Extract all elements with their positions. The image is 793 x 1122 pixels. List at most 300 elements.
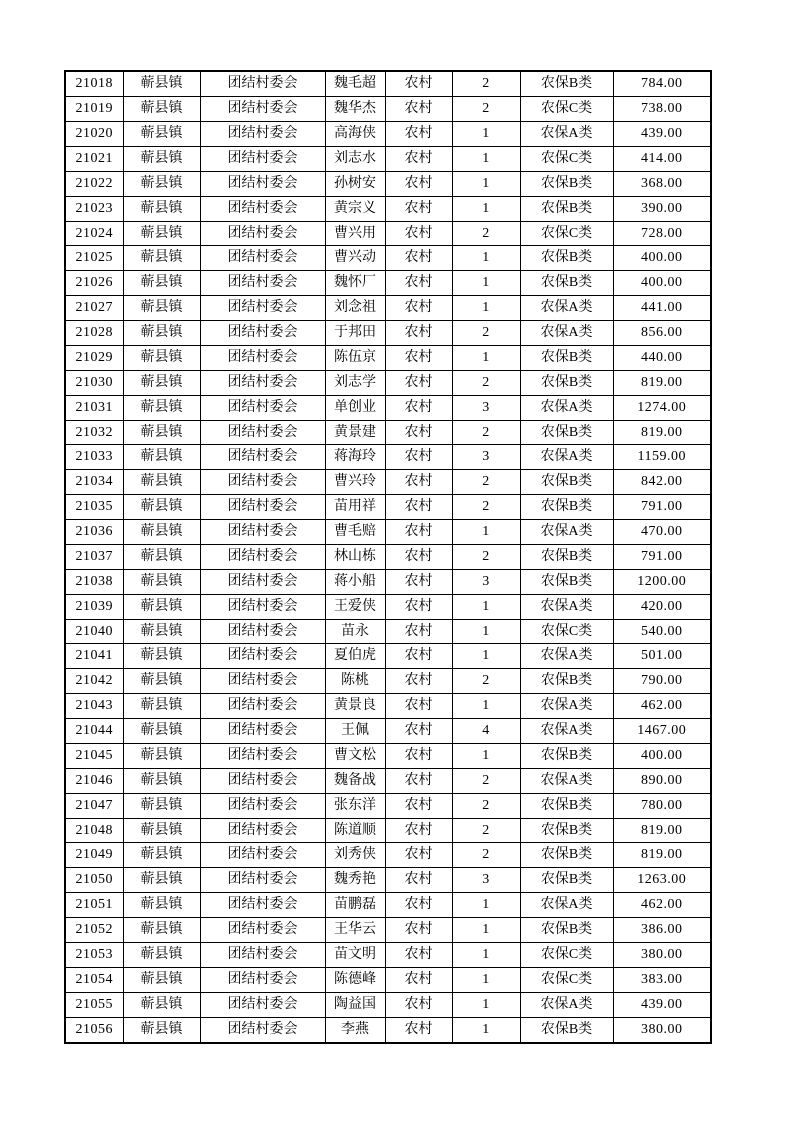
village-committee-cell: 团结村委会: [200, 470, 325, 495]
insurance-class-cell: 农保C类: [520, 97, 613, 122]
amount-cell: 1274.00: [613, 395, 711, 420]
residence-type-cell: 农村: [385, 420, 452, 445]
table-row: [65, 345, 711, 370]
amount-cell: 440.00: [613, 345, 711, 370]
village-committee-cell: 团结村委会: [200, 918, 325, 943]
person-name-cell: 单创业: [325, 395, 385, 420]
insurance-class-cell: 农保B类: [520, 71, 613, 97]
residence-type-cell: 农村: [385, 719, 452, 744]
village-committee-cell: 团结村委会: [200, 893, 325, 918]
town-cell: 蕲县镇: [123, 345, 200, 370]
village-committee-cell: 团结村委会: [200, 271, 325, 296]
record-id-cell: 21054: [65, 967, 123, 992]
person-name-cell: 夏伯虎: [325, 644, 385, 669]
amount-cell: 780.00: [613, 793, 711, 818]
insurance-class-cell: 农保B类: [520, 868, 613, 893]
amount-cell: 380.00: [613, 1017, 711, 1043]
insurance-class-cell: 农保A类: [520, 445, 613, 470]
person-count-cell: 1: [452, 893, 520, 918]
town-cell: 蕲县镇: [123, 171, 200, 196]
residence-type-cell: 农村: [385, 594, 452, 619]
residence-type-cell: 农村: [385, 71, 452, 97]
village-committee-cell: 团结村委会: [200, 1017, 325, 1043]
village-committee-cell: 团结村委会: [200, 71, 325, 97]
person-count-cell: 3: [452, 395, 520, 420]
record-id-cell: 21034: [65, 470, 123, 495]
person-count-cell: 1: [452, 644, 520, 669]
table-row: [65, 296, 711, 321]
record-id-cell: 21042: [65, 669, 123, 694]
insurance-class-cell: 农保B类: [520, 1017, 613, 1043]
record-id-cell: 21048: [65, 818, 123, 843]
person-count-cell: 2: [452, 495, 520, 520]
town-cell: 蕲县镇: [123, 893, 200, 918]
village-committee-cell: 团结村委会: [200, 644, 325, 669]
village-committee-cell: 团结村委会: [200, 843, 325, 868]
table-row: [65, 470, 711, 495]
amount-cell: 1263.00: [613, 868, 711, 893]
residence-type-cell: 农村: [385, 246, 452, 271]
person-count-cell: 1: [452, 246, 520, 271]
town-cell: 蕲县镇: [123, 942, 200, 967]
person-name-cell: 曹兴动: [325, 246, 385, 271]
amount-cell: 462.00: [613, 694, 711, 719]
village-committee-cell: 团结村委会: [200, 743, 325, 768]
person-name-cell: 魏华杰: [325, 97, 385, 122]
record-id-cell: 21051: [65, 893, 123, 918]
table-row: [65, 196, 711, 221]
record-id-cell: 21036: [65, 520, 123, 545]
table-row: [65, 495, 711, 520]
amount-cell: 383.00: [613, 967, 711, 992]
amount-cell: 890.00: [613, 768, 711, 793]
table-row: [65, 171, 711, 196]
residence-type-cell: 农村: [385, 296, 452, 321]
village-committee-cell: 团结村委会: [200, 171, 325, 196]
person-count-cell: 1: [452, 1017, 520, 1043]
amount-cell: 470.00: [613, 520, 711, 545]
town-cell: 蕲县镇: [123, 694, 200, 719]
village-committee-cell: 团结村委会: [200, 296, 325, 321]
table-row: [65, 768, 711, 793]
amount-cell: 439.00: [613, 122, 711, 147]
town-cell: 蕲县镇: [123, 97, 200, 122]
amount-cell: 439.00: [613, 992, 711, 1017]
person-name-cell: 魏备战: [325, 768, 385, 793]
person-name-cell: 陈道顺: [325, 818, 385, 843]
table-row: [65, 71, 711, 97]
amount-cell: 390.00: [613, 196, 711, 221]
insurance-class-cell: 农保B类: [520, 171, 613, 196]
residence-type-cell: 农村: [385, 520, 452, 545]
person-count-cell: 3: [452, 868, 520, 893]
insurance-class-cell: 农保B类: [520, 470, 613, 495]
person-name-cell: 蒋小船: [325, 569, 385, 594]
village-committee-cell: 团结村委会: [200, 793, 325, 818]
residence-type-cell: 农村: [385, 271, 452, 296]
person-count-cell: 2: [452, 818, 520, 843]
person-name-cell: 黄宗义: [325, 196, 385, 221]
town-cell: 蕲县镇: [123, 619, 200, 644]
town-cell: 蕲县镇: [123, 743, 200, 768]
town-cell: 蕲县镇: [123, 146, 200, 171]
person-name-cell: 苗用祥: [325, 495, 385, 520]
record-id-cell: 21030: [65, 370, 123, 395]
insurance-class-cell: 农保A类: [520, 395, 613, 420]
insurance-class-cell: 农保B类: [520, 793, 613, 818]
record-id-cell: 21038: [65, 569, 123, 594]
person-count-cell: 1: [452, 967, 520, 992]
table-row: [65, 395, 711, 420]
village-committee-cell: 团结村委会: [200, 345, 325, 370]
record-id-cell: 21055: [65, 992, 123, 1017]
record-id-cell: 21029: [65, 345, 123, 370]
amount-cell: 540.00: [613, 619, 711, 644]
residence-type-cell: 农村: [385, 370, 452, 395]
amount-cell: 400.00: [613, 271, 711, 296]
record-id-cell: 21050: [65, 868, 123, 893]
village-committee-cell: 团结村委会: [200, 395, 325, 420]
record-id-cell: 21041: [65, 644, 123, 669]
amount-cell: 1467.00: [613, 719, 711, 744]
residence-type-cell: 农村: [385, 644, 452, 669]
town-cell: 蕲县镇: [123, 719, 200, 744]
person-name-cell: 陶益国: [325, 992, 385, 1017]
amount-cell: 790.00: [613, 669, 711, 694]
insurance-class-cell: 农保C类: [520, 942, 613, 967]
record-id-cell: 21031: [65, 395, 123, 420]
person-count-cell: 4: [452, 719, 520, 744]
insurance-class-cell: 农保B类: [520, 569, 613, 594]
residence-type-cell: 农村: [385, 942, 452, 967]
table-row: [65, 918, 711, 943]
record-id-cell: 21037: [65, 544, 123, 569]
residence-type-cell: 农村: [385, 992, 452, 1017]
person-count-cell: 1: [452, 694, 520, 719]
record-id-cell: 21025: [65, 246, 123, 271]
town-cell: 蕲县镇: [123, 196, 200, 221]
insurance-class-cell: 农保C类: [520, 967, 613, 992]
record-id-cell: 21046: [65, 768, 123, 793]
village-committee-cell: 团结村委会: [200, 569, 325, 594]
person-name-cell: 陈伍京: [325, 345, 385, 370]
record-id-cell: 21044: [65, 719, 123, 744]
amount-cell: 414.00: [613, 146, 711, 171]
town-cell: 蕲县镇: [123, 544, 200, 569]
village-committee-cell: 团结村委会: [200, 495, 325, 520]
insurance-class-cell: 农保A类: [520, 719, 613, 744]
amount-cell: 400.00: [613, 743, 711, 768]
table-row: [65, 221, 711, 246]
village-committee-cell: 团结村委会: [200, 768, 325, 793]
person-count-cell: 1: [452, 296, 520, 321]
town-cell: 蕲县镇: [123, 569, 200, 594]
village-committee-cell: 团结村委会: [200, 445, 325, 470]
record-id-cell: 21033: [65, 445, 123, 470]
amount-cell: 1159.00: [613, 445, 711, 470]
insurance-class-cell: 农保B类: [520, 420, 613, 445]
town-cell: 蕲县镇: [123, 793, 200, 818]
residence-type-cell: 农村: [385, 967, 452, 992]
table-row: [65, 420, 711, 445]
residence-type-cell: 农村: [385, 918, 452, 943]
record-id-cell: 21022: [65, 171, 123, 196]
person-count-cell: 2: [452, 71, 520, 97]
amount-cell: 728.00: [613, 221, 711, 246]
person-count-cell: 1: [452, 619, 520, 644]
town-cell: 蕲县镇: [123, 1017, 200, 1043]
amount-cell: 856.00: [613, 321, 711, 346]
residence-type-cell: 农村: [385, 694, 452, 719]
residence-type-cell: 农村: [385, 619, 452, 644]
residence-type-cell: 农村: [385, 793, 452, 818]
record-id-cell: 21035: [65, 495, 123, 520]
village-committee-cell: 团结村委会: [200, 221, 325, 246]
residence-type-cell: 农村: [385, 122, 452, 147]
person-count-cell: 2: [452, 669, 520, 694]
table-row: [65, 1017, 711, 1043]
village-committee-cell: 团结村委会: [200, 321, 325, 346]
person-count-cell: 1: [452, 271, 520, 296]
amount-cell: 380.00: [613, 942, 711, 967]
table-row: [65, 719, 711, 744]
residence-type-cell: 农村: [385, 569, 452, 594]
person-count-cell: 1: [452, 594, 520, 619]
village-committee-cell: 团结村委会: [200, 669, 325, 694]
insurance-class-cell: 农保C类: [520, 221, 613, 246]
record-id-cell: 21045: [65, 743, 123, 768]
record-id-cell: 21020: [65, 122, 123, 147]
person-count-cell: 2: [452, 470, 520, 495]
person-name-cell: 陈桃: [325, 669, 385, 694]
person-count-cell: 3: [452, 569, 520, 594]
person-count-cell: 1: [452, 345, 520, 370]
residence-type-cell: 农村: [385, 843, 452, 868]
amount-cell: 819.00: [613, 370, 711, 395]
insurance-class-cell: 农保A类: [520, 520, 613, 545]
table-row: [65, 669, 711, 694]
insurance-class-cell: 农保B类: [520, 246, 613, 271]
amount-cell: 791.00: [613, 495, 711, 520]
town-cell: 蕲县镇: [123, 868, 200, 893]
amount-cell: 386.00: [613, 918, 711, 943]
village-committee-cell: 团结村委会: [200, 122, 325, 147]
person-name-cell: 高海侠: [325, 122, 385, 147]
insurance-class-cell: 农保C类: [520, 146, 613, 171]
record-id-cell: 21019: [65, 97, 123, 122]
town-cell: 蕲县镇: [123, 967, 200, 992]
town-cell: 蕲县镇: [123, 843, 200, 868]
person-name-cell: 曹文松: [325, 743, 385, 768]
town-cell: 蕲县镇: [123, 370, 200, 395]
insurance-class-cell: 农保B类: [520, 271, 613, 296]
amount-cell: 1200.00: [613, 569, 711, 594]
record-id-cell: 21026: [65, 271, 123, 296]
insurance-class-cell: 农保B类: [520, 669, 613, 694]
town-cell: 蕲县镇: [123, 420, 200, 445]
village-committee-cell: 团结村委会: [200, 246, 325, 271]
village-committee-cell: 团结村委会: [200, 544, 325, 569]
person-name-cell: 蒋海玲: [325, 445, 385, 470]
table-row: [65, 942, 711, 967]
town-cell: 蕲县镇: [123, 644, 200, 669]
table-row: [65, 271, 711, 296]
insurance-class-cell: 农保A类: [520, 694, 613, 719]
residence-type-cell: 农村: [385, 321, 452, 346]
person-name-cell: 王佩: [325, 719, 385, 744]
record-id-cell: 21047: [65, 793, 123, 818]
person-count-cell: 1: [452, 196, 520, 221]
table-row: [65, 619, 711, 644]
record-id-cell: 21023: [65, 196, 123, 221]
person-count-cell: 2: [452, 420, 520, 445]
record-id-cell: 21018: [65, 71, 123, 97]
amount-cell: 400.00: [613, 246, 711, 271]
town-cell: 蕲县镇: [123, 395, 200, 420]
person-count-cell: 1: [452, 171, 520, 196]
residence-type-cell: 农村: [385, 395, 452, 420]
village-committee-cell: 团结村委会: [200, 967, 325, 992]
table-row: [65, 544, 711, 569]
table-row: [65, 569, 711, 594]
village-committee-cell: 团结村委会: [200, 619, 325, 644]
town-cell: 蕲县镇: [123, 594, 200, 619]
insurance-class-cell: 农保A类: [520, 296, 613, 321]
record-id-cell: 21056: [65, 1017, 123, 1043]
residence-type-cell: 农村: [385, 171, 452, 196]
person-name-cell: 刘秀侠: [325, 843, 385, 868]
records-table: [64, 70, 712, 1044]
town-cell: 蕲县镇: [123, 992, 200, 1017]
village-committee-cell: 团结村委会: [200, 594, 325, 619]
person-count-cell: 1: [452, 743, 520, 768]
person-count-cell: 1: [452, 942, 520, 967]
table-row: [65, 793, 711, 818]
person-count-cell: 1: [452, 146, 520, 171]
village-committee-cell: 团结村委会: [200, 992, 325, 1017]
person-name-cell: 王爱侠: [325, 594, 385, 619]
table-row: [65, 370, 711, 395]
residence-type-cell: 农村: [385, 1017, 452, 1043]
insurance-class-cell: 农保B类: [520, 196, 613, 221]
residence-type-cell: 农村: [385, 743, 452, 768]
person-name-cell: 魏毛超: [325, 71, 385, 97]
town-cell: 蕲县镇: [123, 768, 200, 793]
person-name-cell: 曹毛赔: [325, 520, 385, 545]
town-cell: 蕲县镇: [123, 445, 200, 470]
person-name-cell: 刘志学: [325, 370, 385, 395]
residence-type-cell: 农村: [385, 345, 452, 370]
insurance-class-cell: 农保A类: [520, 594, 613, 619]
town-cell: 蕲县镇: [123, 271, 200, 296]
insurance-class-cell: 农保A类: [520, 644, 613, 669]
person-count-cell: 3: [452, 445, 520, 470]
town-cell: 蕲县镇: [123, 71, 200, 97]
table-row: [65, 594, 711, 619]
record-id-cell: 21040: [65, 619, 123, 644]
record-id-cell: 21052: [65, 918, 123, 943]
record-id-cell: 21043: [65, 694, 123, 719]
village-committee-cell: 团结村委会: [200, 694, 325, 719]
person-name-cell: 张东洋: [325, 793, 385, 818]
amount-cell: 738.00: [613, 97, 711, 122]
insurance-class-cell: 农保B类: [520, 918, 613, 943]
insurance-class-cell: 农保B类: [520, 370, 613, 395]
person-name-cell: 于邦田: [325, 321, 385, 346]
residence-type-cell: 农村: [385, 868, 452, 893]
residence-type-cell: 农村: [385, 544, 452, 569]
table-row: [65, 122, 711, 147]
town-cell: 蕲县镇: [123, 918, 200, 943]
residence-type-cell: 农村: [385, 445, 452, 470]
village-committee-cell: 团结村委会: [200, 520, 325, 545]
residence-type-cell: 农村: [385, 97, 452, 122]
table-row: [65, 818, 711, 843]
table-row: [65, 743, 711, 768]
record-id-cell: 21028: [65, 321, 123, 346]
amount-cell: 501.00: [613, 644, 711, 669]
insurance-class-cell: 农保A类: [520, 122, 613, 147]
person-name-cell: 曹兴玲: [325, 470, 385, 495]
insurance-class-cell: 农保B类: [520, 818, 613, 843]
table-row: [65, 843, 711, 868]
insurance-class-cell: 农保A类: [520, 321, 613, 346]
town-cell: 蕲县镇: [123, 470, 200, 495]
town-cell: 蕲县镇: [123, 122, 200, 147]
person-count-cell: 2: [452, 97, 520, 122]
residence-type-cell: 农村: [385, 221, 452, 246]
insurance-class-cell: 农保B类: [520, 495, 613, 520]
person-name-cell: 黄景建: [325, 420, 385, 445]
person-count-cell: 1: [452, 992, 520, 1017]
person-name-cell: 魏秀艳: [325, 868, 385, 893]
table-row: [65, 992, 711, 1017]
residence-type-cell: 农村: [385, 495, 452, 520]
person-name-cell: 黄景良: [325, 694, 385, 719]
insurance-class-cell: 农保C类: [520, 619, 613, 644]
town-cell: 蕲县镇: [123, 221, 200, 246]
person-count-cell: 1: [452, 520, 520, 545]
amount-cell: 462.00: [613, 893, 711, 918]
person-count-cell: 2: [452, 843, 520, 868]
insurance-class-cell: 农保B类: [520, 345, 613, 370]
records-table-body: [65, 71, 711, 1043]
person-count-cell: 1: [452, 918, 520, 943]
town-cell: 蕲县镇: [123, 296, 200, 321]
table-row: [65, 967, 711, 992]
amount-cell: 819.00: [613, 818, 711, 843]
person-count-cell: 2: [452, 221, 520, 246]
amount-cell: 368.00: [613, 171, 711, 196]
person-count-cell: 2: [452, 370, 520, 395]
insurance-class-cell: 农保B类: [520, 544, 613, 569]
town-cell: 蕲县镇: [123, 520, 200, 545]
person-name-cell: 陈德峰: [325, 967, 385, 992]
person-name-cell: 刘念祖: [325, 296, 385, 321]
table-row: [65, 520, 711, 545]
person-name-cell: 魏怀厂: [325, 271, 385, 296]
insurance-class-cell: 农保B类: [520, 843, 613, 868]
residence-type-cell: 农村: [385, 146, 452, 171]
person-count-cell: 1: [452, 122, 520, 147]
town-cell: 蕲县镇: [123, 321, 200, 346]
residence-type-cell: 农村: [385, 196, 452, 221]
record-id-cell: 21024: [65, 221, 123, 246]
person-name-cell: 苗鹏磊: [325, 893, 385, 918]
record-id-cell: 21027: [65, 296, 123, 321]
residence-type-cell: 农村: [385, 893, 452, 918]
town-cell: 蕲县镇: [123, 818, 200, 843]
